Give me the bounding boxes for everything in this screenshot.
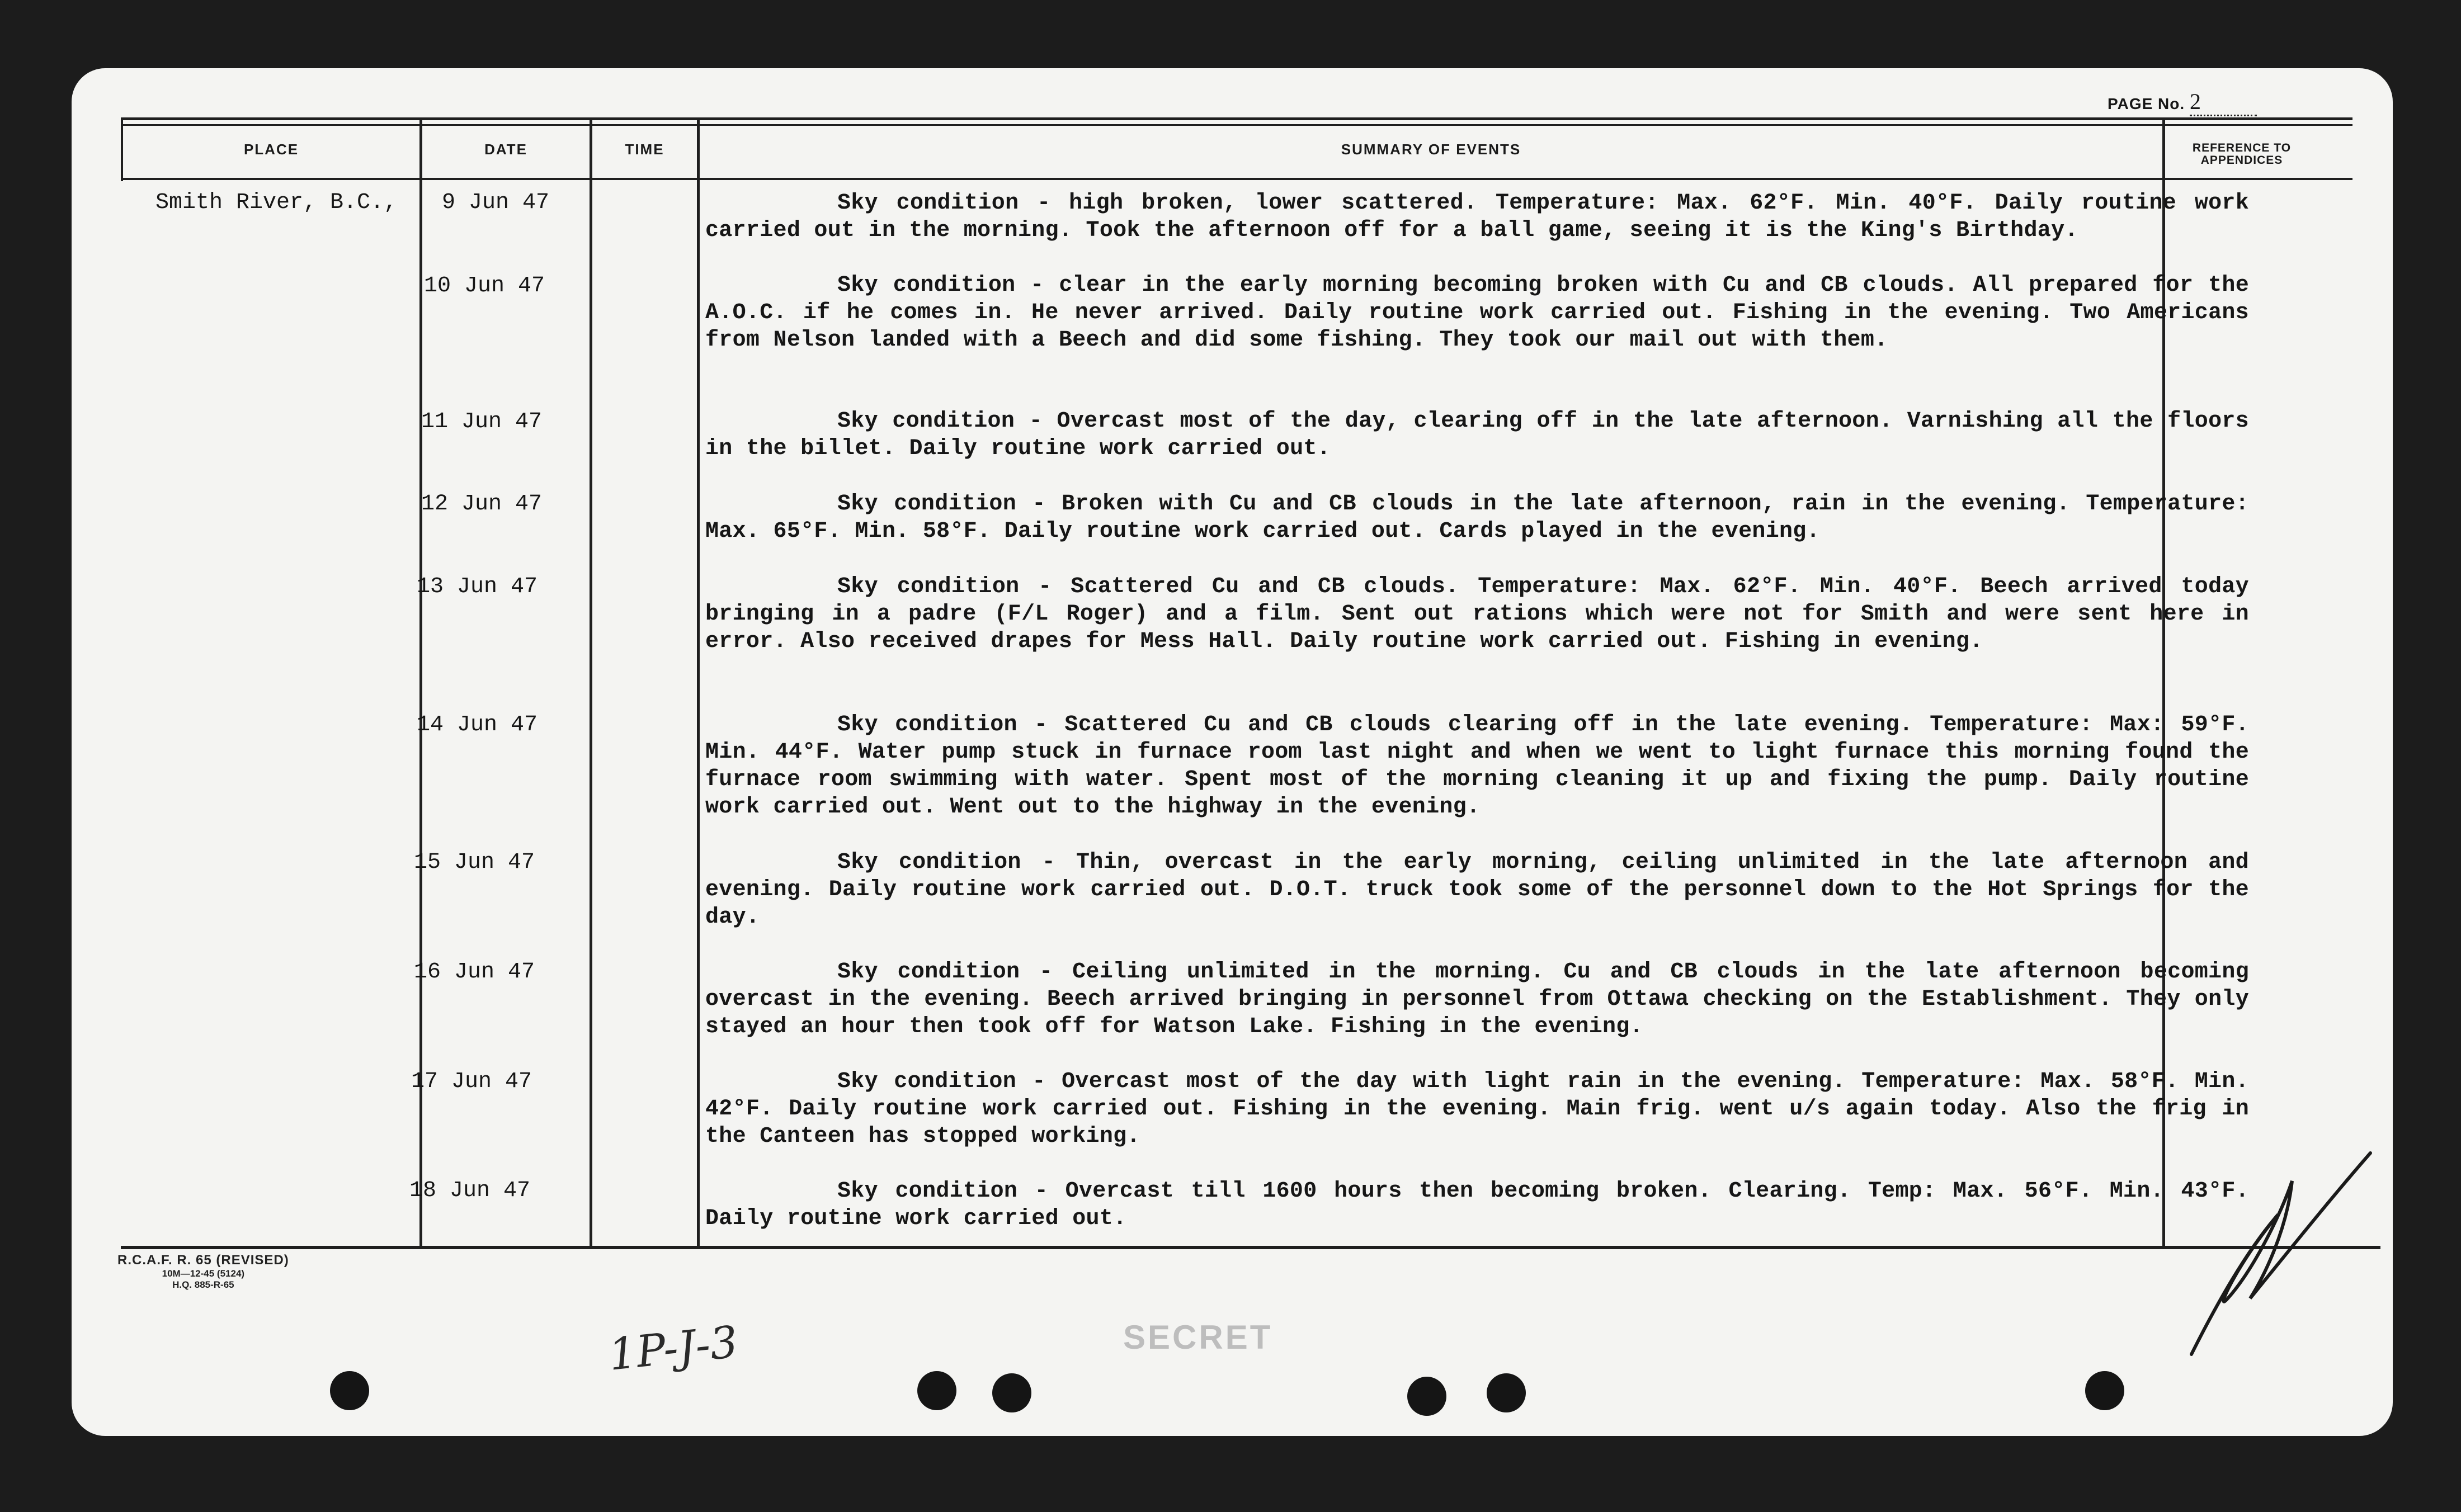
date-entry-9: 17 Jun 47 (411, 1069, 532, 1094)
date-entry-1: 9 Jun 47 (442, 190, 550, 215)
date-entry-6: 14 Jun 47 (417, 712, 538, 738)
binder-hole-4 (1407, 1377, 1446, 1416)
diary-form-sheet (72, 68, 2393, 1436)
binder-hole-2 (917, 1371, 956, 1410)
summary-entry-6: Sky condition - Scattered Cu and CB clouds clearing off in the late evening. Temperature: Max: 59°F. Min. 44°F. Water pump stuck in furnace room last night and when we went to light furnace this morning found the furnace room swimming with water. Spent most of the morning cleaning it up and fixing the pump. Daily routine work carried out. Went out to the highway in the evening. (705, 712, 2249, 820)
date-entry-10: 18 Jun 47 (409, 1178, 531, 1203)
signature-scribble (2152, 1131, 2393, 1410)
page-number-value: 2 (2189, 89, 2201, 114)
form-bottom-rule (121, 1246, 2380, 1249)
form-id-line-2: 10M—12-45 (5124) (162, 1268, 245, 1279)
binder-hole-1 (330, 1371, 369, 1410)
header-bottom-rule (121, 178, 2352, 180)
summary-entry-5: Sky condition - Scattered Cu and CB clouds. Temperature: Max. 62°F. Min. 40°F. Beech arrived today bringing in a padre (F/L Roger) and a film. Sent out rations which were not for Smith and were sent here in error. Also received drapes for Mess Hall. Daily routine work carried out. Fishing in evening. (705, 574, 2249, 654)
binder-hole-6 (2085, 1371, 2124, 1410)
header-reference: REFERENCE TO APPENDICES (2192, 141, 2292, 167)
place-value: Smith River, B.C., (155, 190, 398, 215)
date-entry-5: 13 Jun 47 (417, 574, 538, 599)
header-time: TIME (625, 141, 664, 158)
date-entry-2: 10 Jun 47 (424, 273, 545, 299)
page-number-line (2190, 88, 2257, 116)
summary-entry-8: Sky condition - Ceiling unlimited in the morning. Cu and CB clouds in the late afternoon becoming overcast in the evening. Beech arrived bringing in personnel from Ottawa checking on the Establishment. They only stayed an hour then took off for Watson Lake. Fishing in the evening. (705, 960, 2249, 1040)
summary-entry-4: Sky condition - Broken with Cu and CB clouds in the late afternoon, rain in the evening. Temperature: Max. 65°F. Min. 58°F. Daily routine work carried out. Cards played in the evening. (705, 492, 2249, 544)
binder-hole-5 (1487, 1373, 1526, 1412)
date-entry-8: 16 Jun 47 (414, 960, 535, 985)
summary-entry-7: Sky condition - Thin, overcast in the early morning, ceiling unlimited in the late afternoon and evening. Daily routine work carried out. D.O.T. truck took some of the personnel down to the Hot Springs for the day. (705, 850, 2249, 930)
faded-stamp: SECRET (1123, 1319, 1273, 1356)
summary-entry-10: Sky condition - Overcast till 1600 hours then becoming broken. Clearing. Temp: Max. 56°F. Min. 43°F. Daily routine work carried out. (705, 1179, 2249, 1231)
form-id-line-1: R.C.A.F. R. 65 (REVISED) (117, 1253, 289, 1268)
form-identifier (117, 1253, 289, 1291)
top-rule-2 (121, 124, 2352, 126)
top-rule-1 (121, 117, 2352, 120)
date-entry-7: 15 Jun 47 (414, 850, 535, 875)
page-number-label: PAGE No. (2108, 95, 2185, 112)
summary-entry-2: Sky condition - clear in the early morning becoming broken with Cu and CB clouds. All prepared for the A.O.C. if he comes in. He never arrived. Daily routine work carried out. Fishing in the evening. Two Americans from Nelson landed with a Beech and did some fishing. They took our mail out with them. (705, 273, 2249, 353)
binder-hole-3 (992, 1373, 1031, 1412)
date-entry-3: 11 Jun 47 (421, 409, 543, 434)
time-summary-divider (697, 120, 700, 1248)
summary-entry-3: Sky condition - Overcast most of the day, clearing off in the late afternoon. Varnishing all the floors in the billet. Daily routine work carried out. (705, 409, 2249, 461)
header-date: DATE (484, 141, 527, 158)
page-number (2108, 88, 2257, 116)
header-summary: SUMMARY OF EVENTS (1341, 141, 1521, 158)
header-place: PLACE (243, 141, 299, 158)
date-time-divider (590, 120, 592, 1248)
summary-entry-9: Sky condition - Overcast most of the day with light rain in the evening. Temperature: Max. 58°F. Min. 42°F. Daily routine work carried out. Fishing in the evening. Main frig. went u/s again today. Also the frig in the Canteen has stopped working. (705, 1069, 2249, 1149)
summary-entry-1: Sky condition - high broken, lower scattered. Temperature: Max. 62°F. Min. 40°F. Daily routine work carried out in the morning. Took the afternoon off for a ball game, seeing it is the King's Birthday. (705, 191, 2249, 243)
handwritten-annotation: 1P-J-3 (606, 1317, 741, 1381)
date-entry-4: 12 Jun 47 (421, 492, 543, 517)
form-id-line-3: H.Q. 885-R-65 (172, 1279, 234, 1290)
